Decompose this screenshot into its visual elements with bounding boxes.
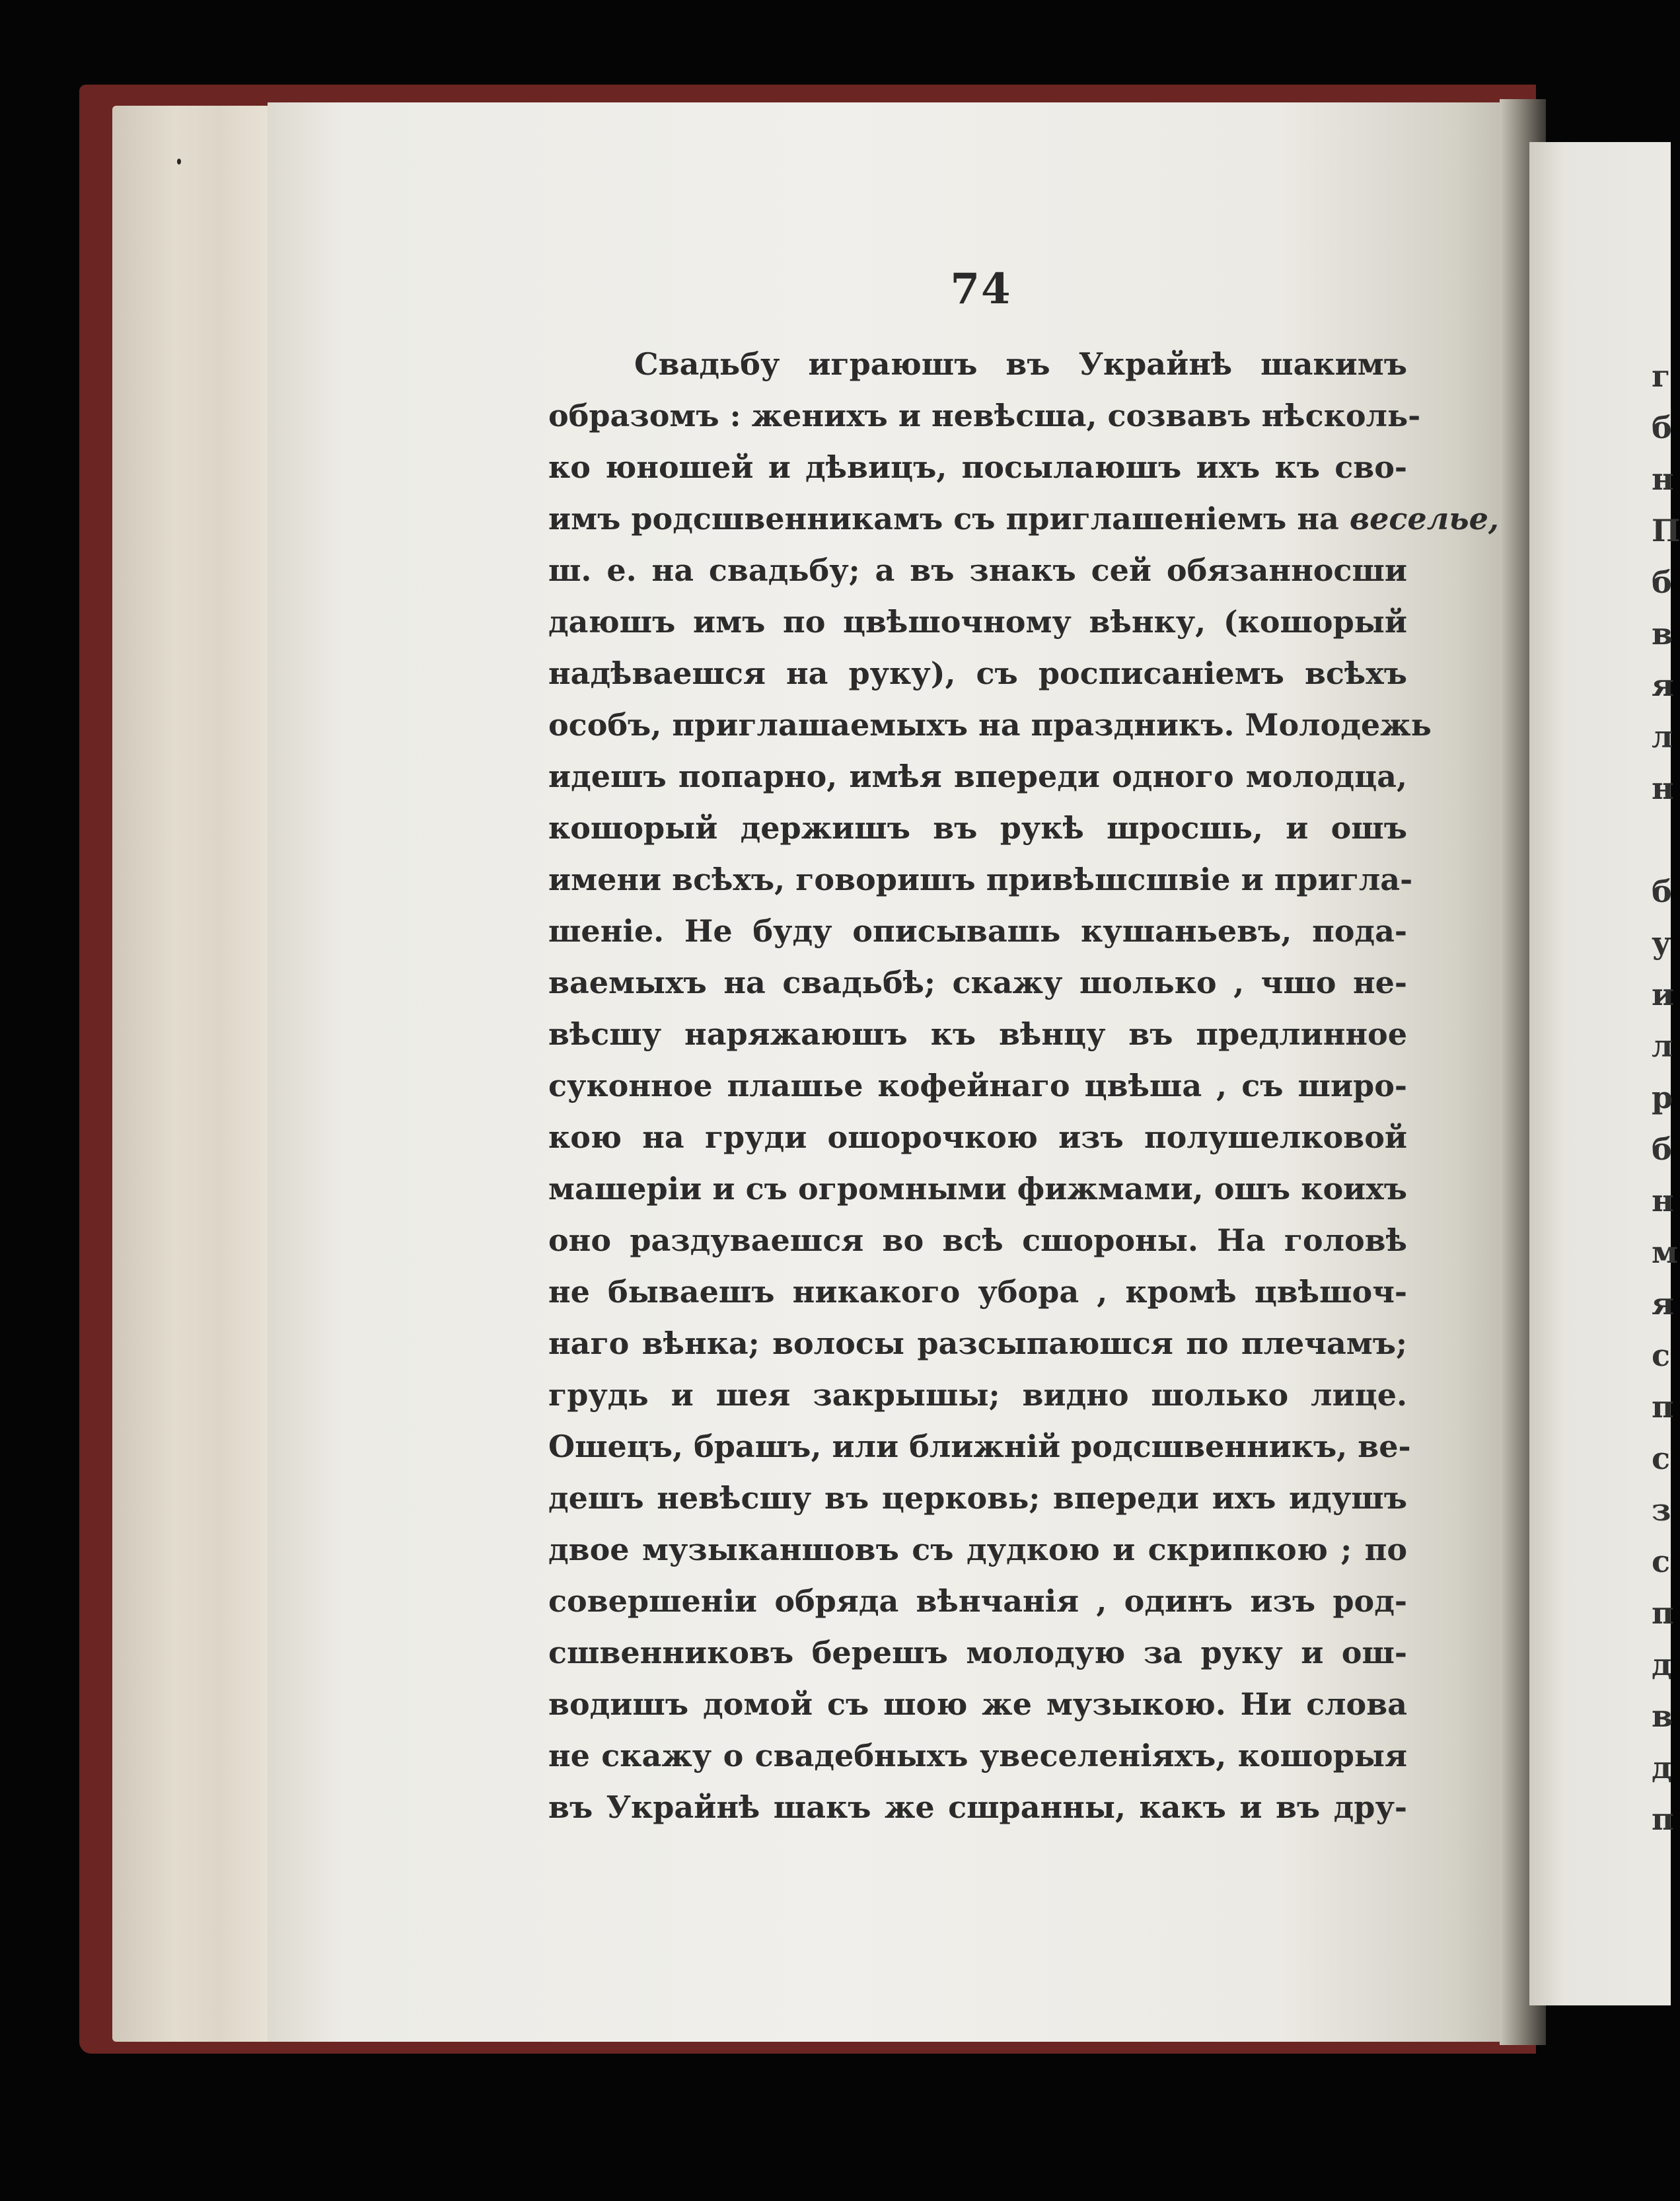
- facing-page-letter: д: [1652, 1750, 1672, 1785]
- text-line-content: Ошецъ, брашъ, или ближній родсшвенникъ, ве-: [548, 1429, 1411, 1464]
- text-line: [548, 1575, 1407, 1627]
- italic-word: весельe,: [1349, 501, 1499, 537]
- text-line: [548, 1472, 1407, 1524]
- text-line-content: машеріи и съ огромными фижмами, ошъ коихъ: [548, 1171, 1407, 1207]
- facing-page-letter: н: [1652, 1183, 1674, 1218]
- facing-page-letter: б: [1652, 874, 1672, 909]
- facing-page-letter: н: [1652, 461, 1674, 497]
- page-text: [548, 338, 1499, 1833]
- facing-page-letter: в: [1652, 1698, 1673, 1734]
- text-line: [548, 1421, 1411, 1472]
- text-line: [548, 338, 1407, 390]
- text-line-content: наго вѣнка; волосы разсыпаюшся по плечамъ;: [548, 1325, 1407, 1361]
- text-line: [548, 957, 1407, 1008]
- text-line-content: грудь и шея закрышы; видно шолько лице.: [548, 1377, 1407, 1413]
- text-line-content: совершеніи обряда вѣнчанія , одинъ изъ род-: [548, 1583, 1407, 1619]
- text-line-content: шеніе. Не буду описывашь кушаньевъ, пода-: [548, 913, 1407, 949]
- facing-page-letter: у: [1652, 925, 1671, 961]
- text-line-content: не бываешъ никакого убора , кромѣ цвѣшоч-: [548, 1274, 1407, 1310]
- text-line: [548, 854, 1413, 905]
- text-line-content: Свадьбу играюшъ въ Украйнѣ шакимъ: [634, 346, 1407, 382]
- text-line: [548, 1730, 1407, 1781]
- text-line-content: вѣсшу наряжаюшъ къ вѣнцу въ предлинное: [548, 1016, 1407, 1052]
- facing-page-letter: я: [1652, 667, 1674, 703]
- text-line-content: имени всѣхъ, говоришъ привѣшсшвіе и пригла-: [548, 862, 1413, 897]
- facing-page-letter: в: [1652, 616, 1673, 652]
- text-line: [548, 1781, 1407, 1833]
- text-line: [548, 544, 1407, 596]
- text-line: [548, 1060, 1407, 1111]
- text-line-content: кошорый держишъ въ рукѣ шросшь, и ошъ: [548, 810, 1407, 846]
- text-line: [548, 802, 1407, 854]
- facing-page-letter: б: [1652, 410, 1672, 445]
- facing-page-letter: г: [1652, 358, 1671, 394]
- text-line: [548, 1627, 1407, 1678]
- facing-page-letter: [1652, 814, 1678, 866]
- text-line: [548, 1524, 1407, 1575]
- facing-page-letter: н: [1652, 770, 1674, 806]
- text-line-content: дешъ невѣсшу въ церковь; впереди ихъ идушъ: [548, 1480, 1407, 1516]
- facing-page-letter: с: [1652, 1440, 1671, 1476]
- text-line: [548, 493, 1499, 544]
- facing-page-letter: б: [1652, 1131, 1672, 1167]
- facing-page-letter: р: [1652, 1080, 1673, 1115]
- facing-page-letter: и: [1652, 977, 1675, 1012]
- text-line-content: кою на груди ошорочкою изъ полушелковой: [548, 1119, 1407, 1155]
- text-line-content: ш. е. на свадьбу; а въ знакъ сей обязанносши: [548, 552, 1407, 588]
- facing-page-letter: з: [1652, 1492, 1671, 1528]
- facing-page-letter: п: [1652, 1595, 1674, 1631]
- facing-page: [1529, 142, 1671, 2005]
- text-line-content: не скажу о свадебныхъ увеселеніяхъ, кошорыя: [548, 1738, 1407, 1773]
- facing-page-letter: п: [1652, 1801, 1674, 1837]
- page-number: 74: [950, 264, 1012, 314]
- text-line-content: образомъ : женихъ и невѣсша, созвавъ нѣсколь-: [548, 398, 1421, 433]
- facing-page-letter: я: [1652, 1286, 1674, 1322]
- text-line-content: ваемыхъ на свадьбѣ; скажу шолько , чшо не-: [548, 965, 1407, 1000]
- text-line: [548, 1111, 1407, 1163]
- text-line: [548, 1214, 1407, 1266]
- text-line: [548, 648, 1407, 699]
- facing-page-letter: б: [1652, 564, 1672, 600]
- facing-page-letter: с: [1652, 1544, 1671, 1579]
- text-line-content: ко юношей и дѣвицъ, посылаюшъ ихъ къ сво-: [548, 449, 1407, 485]
- text-line-content: имъ родсшвенникамъ съ приглашеніемъ на: [548, 501, 1350, 537]
- facing-page-letter: м: [1652, 1234, 1678, 1270]
- facing-page-letter: л: [1652, 1028, 1673, 1064]
- text-line: [548, 1318, 1407, 1369]
- text-line-content: водишъ домой съ шою же музыкою. Ни слова: [548, 1686, 1407, 1722]
- facing-page-letter: П: [1652, 513, 1680, 548]
- facing-page-letter: с: [1652, 1337, 1671, 1373]
- text-line-content: надѣваешся на руку), съ росписаніемъ всѣхъ: [548, 655, 1407, 691]
- text-line-content: даюшъ имъ по цвѣшочному вѣнку, (кошорый: [548, 604, 1407, 640]
- text-line-content: двое музыканшовъ съ дудкою и скрипкою ; по: [548, 1532, 1407, 1567]
- facing-page-letter: л: [1652, 719, 1673, 755]
- text-line-content: оно раздуваешся во всѣ сшороны. На головѣ: [548, 1222, 1407, 1258]
- facing-page-letter: д: [1652, 1647, 1672, 1682]
- text-line: [548, 1008, 1407, 1060]
- text-line: [548, 905, 1407, 957]
- facing-page-letter: п: [1652, 1389, 1674, 1425]
- text-line: [548, 699, 1432, 751]
- text-line-content: сшвенниковъ берешъ молодую за руку и ош-: [548, 1635, 1407, 1670]
- text-line-content: суконное плашье кофейнаго цвѣша , съ широ-: [548, 1068, 1407, 1103]
- text-line: [548, 390, 1421, 441]
- text-line: [548, 1163, 1407, 1214]
- text-line: [548, 596, 1407, 648]
- text-line: [548, 1678, 1407, 1730]
- paper-speck: [177, 159, 181, 165]
- text-line: [548, 1369, 1407, 1421]
- text-line-content: въ Украйнѣ шакъ же сшранны, какъ и въ дру-: [548, 1789, 1407, 1825]
- text-line-content: особъ, приглашаемыхъ на праздникъ. Молодежь: [548, 707, 1432, 743]
- text-line: [548, 751, 1407, 802]
- text-line: [548, 441, 1407, 493]
- page-edges: [112, 106, 291, 2042]
- facing-page-text: [1652, 350, 1678, 1845]
- text-line-content: идешъ попарно, имѣя впереди одного молодца,: [548, 759, 1407, 794]
- text-line: [548, 1266, 1407, 1318]
